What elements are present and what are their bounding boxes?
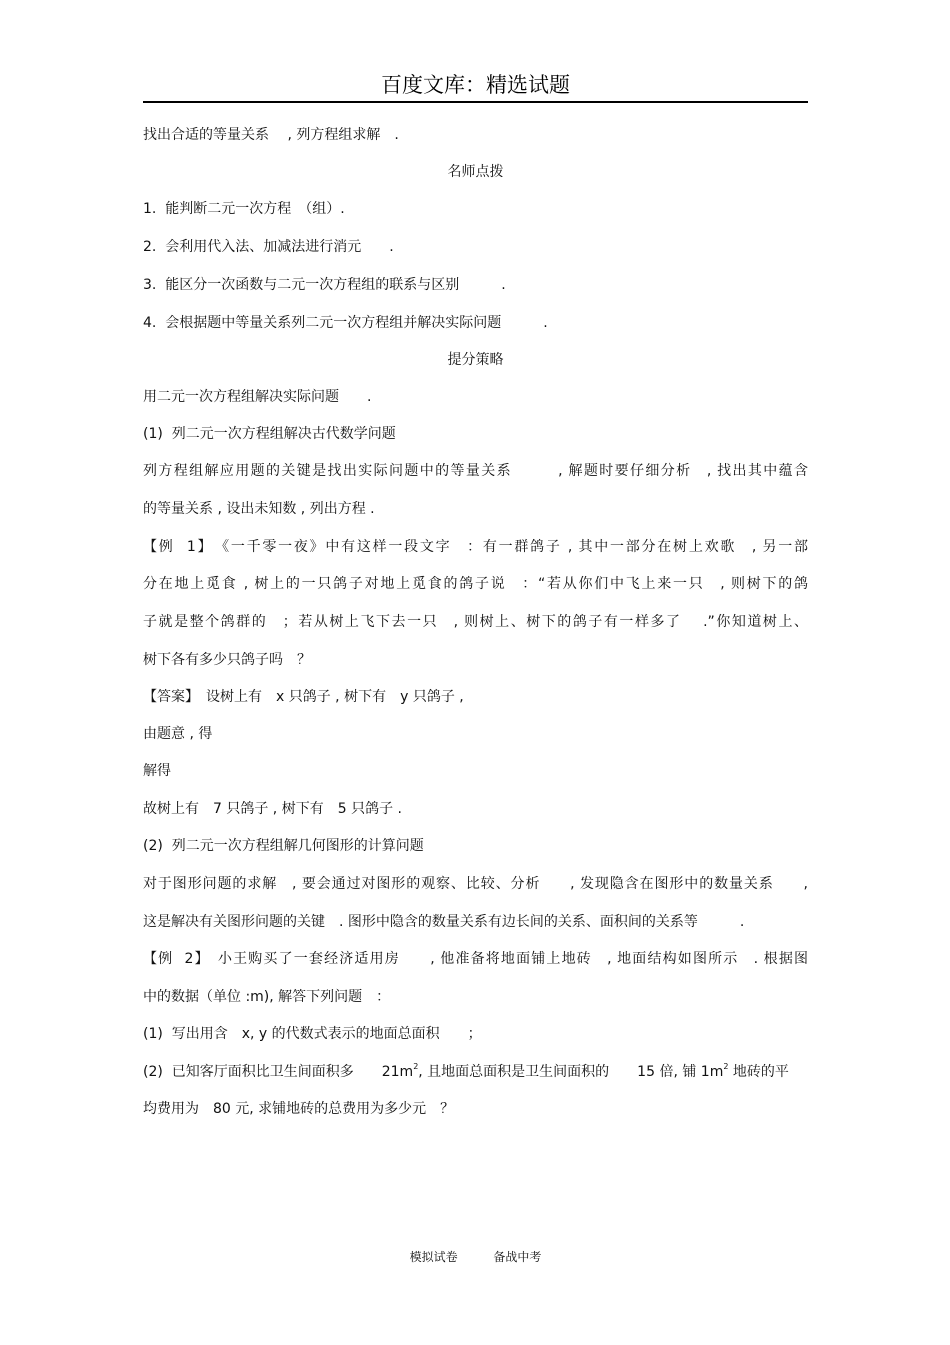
answer-line: 由题意 , 得: [143, 726, 213, 742]
example-line: 树下各有多少只鸽子吗 ？: [143, 652, 311, 668]
paragraph-line: 列方程组解应用题的关键是找出实际问题中的等量关系 , 解题时要仔细分析 , 找出其中蕴含: [143, 463, 808, 479]
paragraph-line: 用二元一次方程组解决实际问题 .: [143, 389, 372, 405]
header-rule: [143, 101, 808, 103]
example-line: 分在地上觅食 , 树上的一只鸽子对地上觅食的鸽子说 ：“若从你们中飞上来一只 , 则树下的鸽: [143, 576, 808, 592]
question-line: [143, 1062, 789, 1082]
question-line: 均费用为 80 元, 求铺地砖的总费用为多少元 ？: [143, 1101, 455, 1117]
list-item: 4. 会根据题中等量关系列二元一次方程组并解决实际问题 .: [143, 315, 548, 331]
paragraph-line: 对于图形问题的求解 , 要会通过对图形的观察、比较、分析 , 发现隐含在图形中的数量关系 ,: [143, 876, 808, 892]
list-item: 1. 能判断二元一次方程 （组）.: [143, 201, 345, 217]
question-text: (2) 已知客厅面积比卫生间面积多 21m: [143, 1064, 414, 1080]
page-header-title: 百度文库：精选试题: [381, 73, 570, 97]
superscript-2: 2: [413, 1062, 419, 1071]
answer-line: 【答案】 设树上有 x 只鸽子 , 树下有 y 只鸽子 ,: [143, 689, 464, 705]
example-line: 中的数据（单位 :m), 解答下列问题 ：: [143, 989, 391, 1005]
paragraph-line: 这是解决有关图形问题的关键 . 图形中隐含的数量关系有边长间的关系、面积间的关系等 .: [143, 914, 745, 930]
answer-line: 故树上有 7 只鸽子 , 树下有 5 只鸽子 .: [143, 801, 402, 817]
example-line: 【例 2】 小王购买了一套经济适用房 , 他准备将地面铺上地砖 , 地面结构如图所示 . 根据图: [143, 951, 808, 967]
question-line: (1) 写出用含 x, y 的代数式表示的地面总面积 ；: [143, 1026, 482, 1042]
example-line: 子就是整个鸽群的 ；若从树上飞下去一只 , 则树上、树下的鸽子有一样多了 .”你知道树上、: [143, 614, 808, 630]
footer-right: 备战中考: [493, 1250, 542, 1264]
list-item: 2. 会利用代入法、加减法进行消元 .: [143, 239, 394, 255]
section-heading-strategy: 提分策略: [447, 352, 504, 368]
subheading: (2) 列二元一次方程组解几何图形的计算问题: [143, 838, 424, 854]
list-item: 3. 能区分一次函数与二元一次方程组的联系与区别 .: [143, 277, 506, 293]
paragraph-line: 的等量关系 , 设出未知数 , 列出方程 .: [143, 501, 375, 517]
footer-left: 模拟试卷: [409, 1250, 458, 1264]
section-heading-tips: 名师点拨: [447, 164, 504, 180]
page-footer: [143, 1248, 808, 1266]
question-text: 地砖的平: [728, 1064, 789, 1080]
question-text: , 且地面总面积是卫生间面积的 15 倍, 铺 1m: [418, 1064, 724, 1080]
superscript-2: 2: [723, 1062, 729, 1071]
subheading: (1) 列二元一次方程组解决古代数学问题: [143, 426, 396, 442]
example-line: 【例 1】 《一千零一夜》中有这样一段文字 ：有一群鸽子 , 其中一部分在树上欢歌 , 另一部: [143, 539, 808, 555]
answer-line: 解得: [143, 763, 171, 779]
intro-line: 找出合适的等量关系 , 列方程组求解 .: [143, 127, 399, 143]
